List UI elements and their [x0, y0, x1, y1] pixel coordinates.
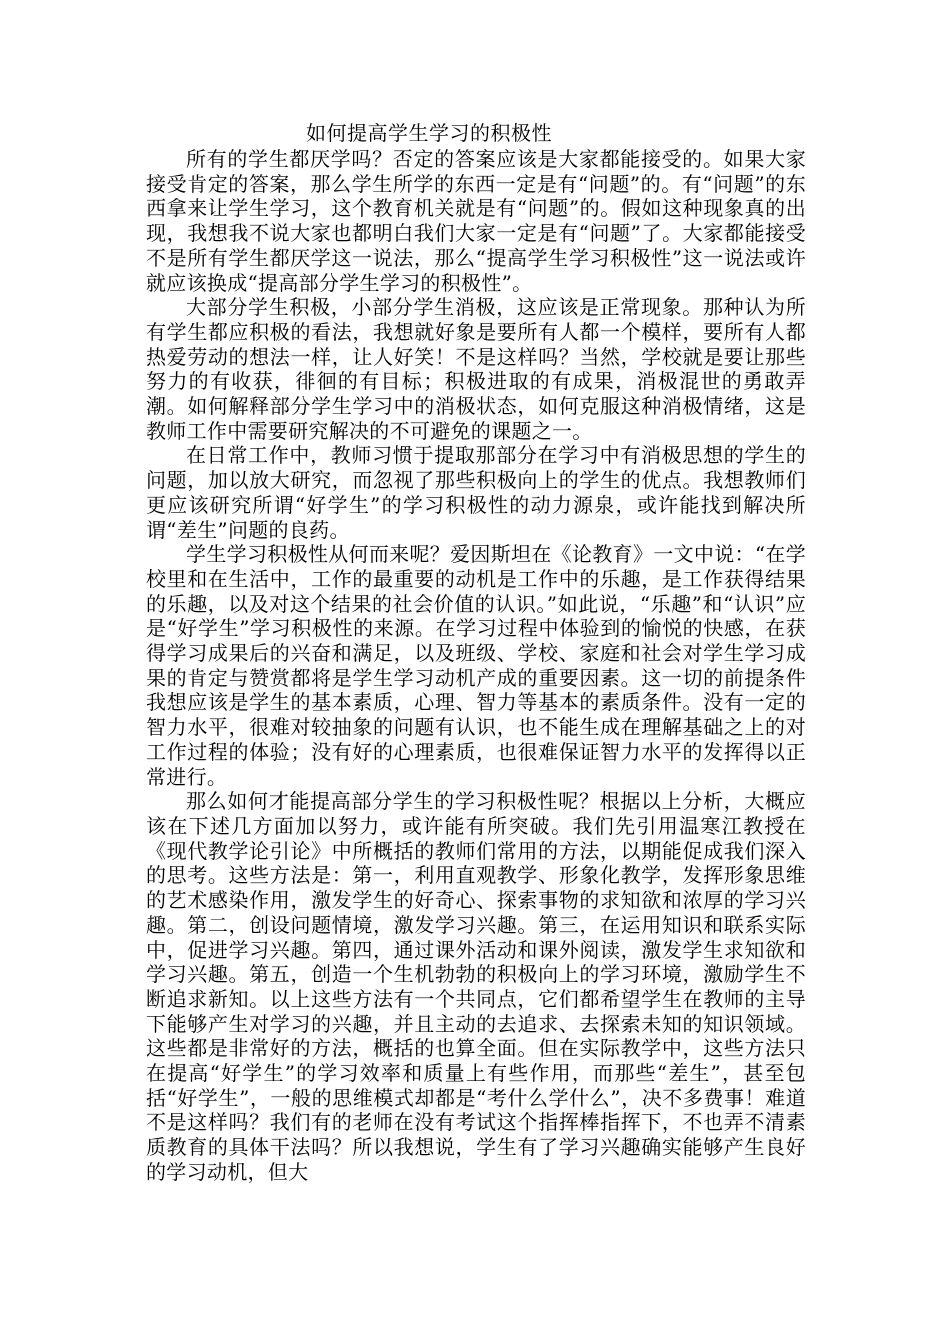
document-page — [146, 121, 806, 1185]
paragraph-5: 那么如何才能提高部分学生的学习积极性呢？根据以上分析，大概应该在下述几方面加以努力，或许能有所突破。我们先引用温寒江教授在《现代教学论引论》中所概括的教师们常用的方法，以期能促成我们深入的思考。这些方法是：第一，利用直观教学、形象化教学，发挥形象思维的艺术感染作用，激发学生的好奇心、探索事物的求知欲和浓厚的学习兴趣。第二，创设问题情境，激发学习兴趣。第三，在运用知识和联系实际中，促进学习兴趣。第四，通过课外活动和课外阅读，激发学生求知欲和学习兴趣。第五，创造一个生机勃勃的积极向上的学习环境，激励学生不断追求新知。以上这些方法有一个共同点，它们都希望学生在教师的主导下能够产生对学习的兴趣，并且主动的去追求、去探索未知的知识领域。这些都是非常好的方法，概括的也算全面。但在实际教学中，这些方法只在提高“好学生”的学习效率和质量上有些作用，而那些“差生”，甚至包括“好学生”，一般的思维模式却都是“考什么学什么”，决不多费事！难道不是这样吗？我们有的老师在没有考试这个指挥棒指挥下，不也弄不清素质教育的具体干法吗？所以我想说，学生有了学习兴趣确实能够产生良好的学习动机，但大 — [146, 789, 806, 1184]
paragraph-2: 大部分学生积极，小部分学生消极，这应该是正常现象。那种认为所有学生都应积极的看法，我想就好象是要所有人都一个模样，要所有人都热爱劳动的想法一样，让人好笑！不是这样吗？当然，学校就是要让那些努力的有收获，徘徊的有目标；积极进取的有成果，消极混世的勇敢弄潮。如何解释部分学生学习中的消极状态，如何克服这种消极情绪，这是教师工作中需要研究解决的不可避免的课题之一。 — [146, 295, 806, 443]
paragraph-4: 学生学习积极性从何而来呢？爱因斯坦在《论教育》一文中说：“在学校里和在生活中，工作的最重要的动机是工作中的乐趣，是工作获得结果的乐趣，以及对这个结果的社会价值的认识。”如此说，“乐趣”和“认识”应是“好学生”学习积极性的来源。在学习过程中体验到的愉悦的快感，在获得学习成果后的兴奋和满足，以及班级、学校、家庭和社会对学生学习成果的肯定与赞赏都将是学生学习动机产成的重要因素。这一切的前提条件我想应该是学生的基本素质，心理、智力等基本的素质条件。没有一定的智力水平，很难对较抽象的问题有认识，也不能生成在理解基础之上的对工作过程的体验；没有好的心理素质，也很难保证智力水平的发挥得以正常进行。 — [146, 542, 806, 789]
document-title: 如何提高学生学习的积极性 — [306, 121, 552, 145]
paragraph-1: 所有的学生都厌学吗？否定的答案应该是大家都能接受的。如果大家接受肯定的答案，那么学生所学的东西一定是有“问题”的。有“问题”的东西拿来让学生学习，这个教育机关就是有“问题”的。假如这种现象真的出现，我想我不说大家也都明白我们大家一定是有“问题”了。大家都能接受不是所有学生都厌学这一说法，那么“提高学生学习积极性”这一说法或许就应该换成“提高部分学生学习的积极性”。 — [146, 147, 806, 295]
paragraph-3: 在日常工作中，教师习惯于提取那部分在学习中有消极思想的学生的问题，加以放大研究，而忽视了那些积极向上的学生的优点。我想教师们更应该研究所谓“好学生”的学习积极性的动力源泉，或许能找到解决所谓“差生”问题的良药。 — [146, 443, 806, 542]
